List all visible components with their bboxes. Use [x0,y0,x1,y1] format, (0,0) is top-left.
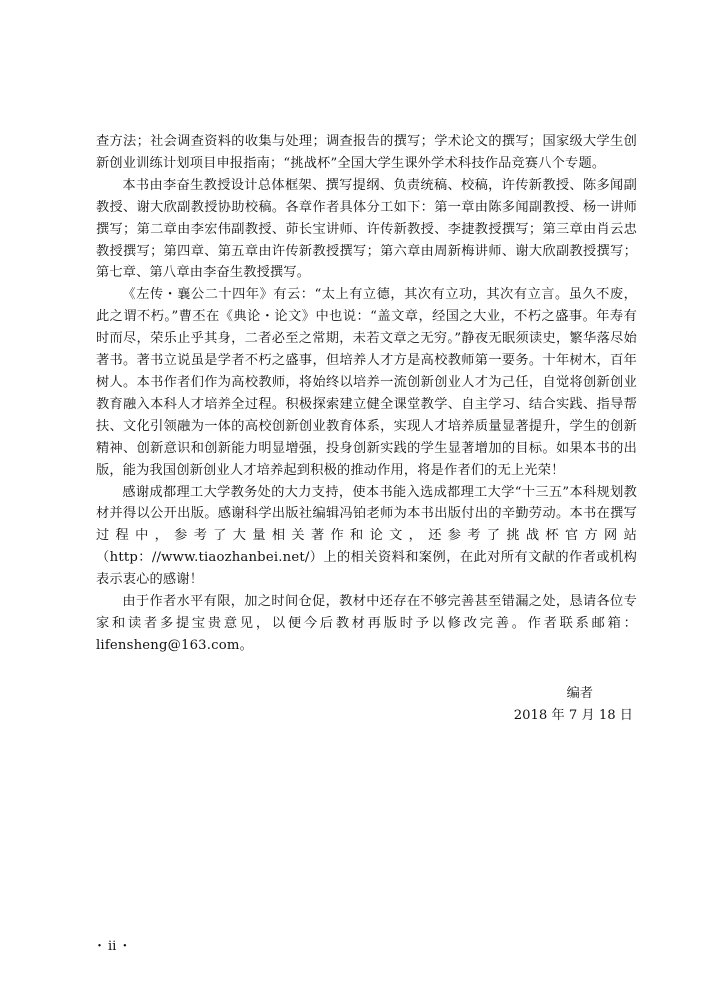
paragraph-acknowledgements: 感谢成都理工大学教务处的大力支持，使本书能入选成都理工大学“十三五”本科规划教材并得以公开出版。感谢科学出版社编辑冯铂老师为本书出版付出的辛勤劳动。本书在撰写过程中，参考了大量相关著作和论文，还参考了挑战杯官方网站（http：//www.tiaozhanbei.net/）上的相关资料和案例，在此对所有文献的作者或机构表示衷心的感谢！ [96,484,637,588]
signature-date: 2018 年 7 月 18 日 [513,708,633,723]
paragraph-authors: 本书由李奋生教授设计总体框架、撰写提纲、负责统稿、校稿，许传新教授、陈多闻副教授、谢大欣副教授协助校稿。各章作者具体分工如下：第一章由陈多闻副教授、杨一讲师撰写；第二章由李宏伟副教授、茆长宝讲师、许传新教授、李捷教授撰写；第三章由肖云忠教授撰写；第四章、第五章由许传新教授撰写；第六章由周新梅讲师、谢大欣副教授撰写；第七章、第八章由李奋生教授撰写。 [96,177,637,281]
paragraph-purpose: 《左传・襄公二十四年》有云：“太上有立德，其次有立功，其次有立言。虽久不废，此之谓不朽。”曹丕在《典论・论文》中也说：“盖文章，经国之大业，不朽之盛事。年寿有时而尽，荣乐止乎其身，二者必至之常期，未若文章之无穷。”静夜无眠须读史，繁华落尽始著书。著书立说虽是学者不朽之盛事，但培养人才方是高校教师第一要务。十年树木，百年树人。本书作者们作为高校教师，将始终以培养一流创新创业人才为己任，自觉将创新创业教育融入本科人才培养全过程。积极探索建立健全课堂教学、自主学习、结合实践、指导帮扶、文化引领融为一体的高校创新创业教育体系，实现人才培养质量显著提升，学生的创新精神、创新意识和创新能力明显增强，投身创新实践的学生显著增加的目标。如果本书的出版，能为我国创新创业人才培养起到积极的推动作用，将是作者们的无上光荣！ [96,287,637,478]
preface-body [96,131,637,657]
page-number: ・ⅱ・ [93,939,134,954]
paragraph-apology: 由于作者水平有限，加之时间仓促，教材中还存在不够完善甚至错漏之处，恳请各位专家和读者多提宝贵意见，以便今后教材再版时予以修改完善。作者联系邮箱：lifensheng@163.com。 [96,594,637,653]
signature-block [96,683,637,727]
paragraph-continuation: 查方法；社会调查资料的收集与处理；调查报告的撰写；学术论文的撰写；国家级大学生创新创业训练计划项目申报指南；“挑战杯”全国大学生课外学术科技作品竞赛八个专题。 [96,134,637,171]
signature-editor: 编者 [566,686,593,701]
